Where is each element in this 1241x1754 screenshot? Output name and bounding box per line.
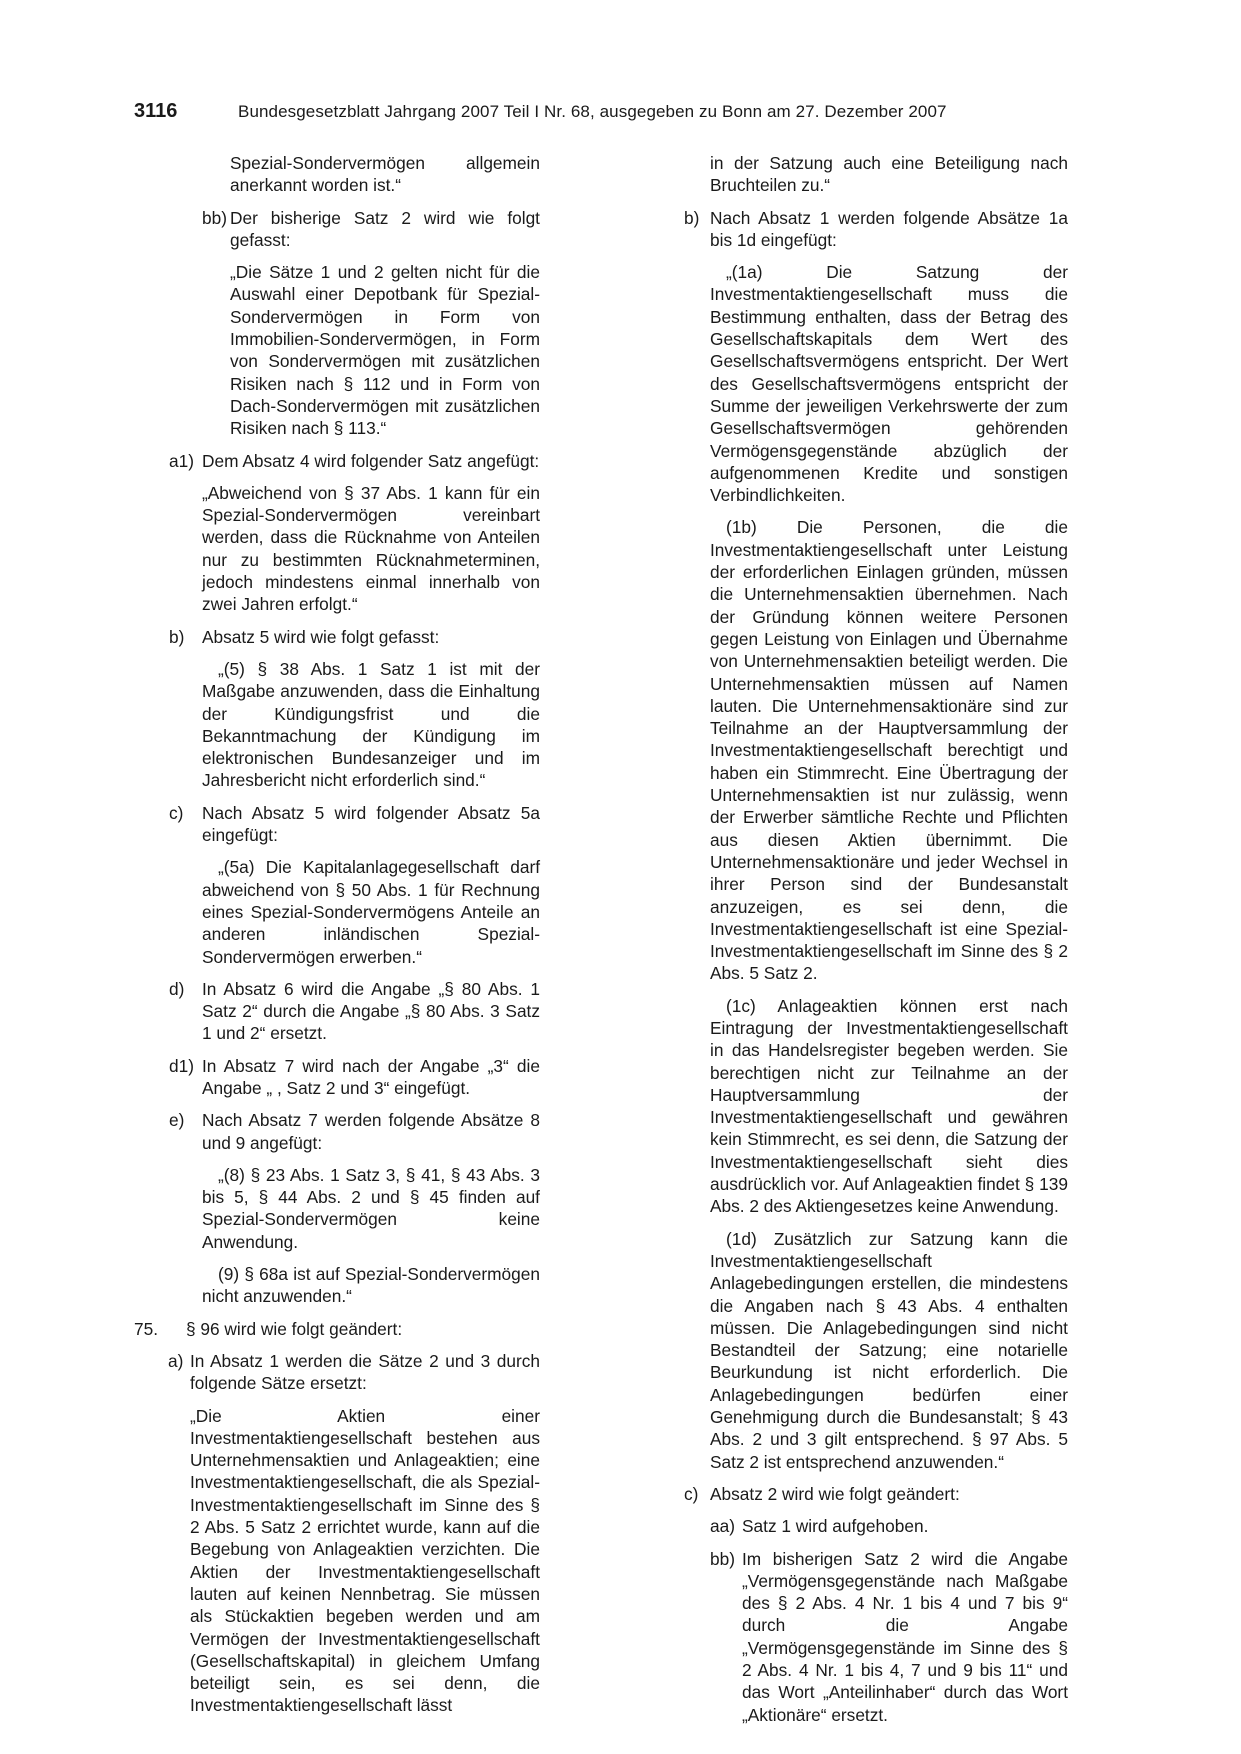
item-text: Satz 1 wird aufgehoben. — [742, 1516, 929, 1537]
running-head: Bundesgesetzblatt Jahrgang 2007 Teil I Nr. 68, ausgegeben zu Bonn am 27. Dezember 2007 — [238, 102, 947, 121]
quote-text: (9) § 68a ist auf Spezial-Sondervermögen nicht anzuwenden.“ — [202, 1264, 540, 1307]
item-text: Nach Absatz 7 werden folgende Absätze 8 und 9 angefügt: — [202, 1110, 540, 1153]
item-marker: b) — [684, 207, 700, 228]
item-d1 — [134, 1055, 540, 1100]
item-bb — [680, 1548, 1068, 1726]
item-marker: c) — [169, 802, 184, 823]
item-marker: 75. — [134, 1318, 159, 1339]
left-column — [134, 152, 616, 1727]
item-marker: e) — [169, 1110, 185, 1131]
item-marker: bb) — [202, 207, 227, 228]
item-a1 — [134, 450, 540, 616]
quote-text: „(5) § 38 Abs. 1 Satz 1 ist mit der Maßgabe anzuwenden, dass die Einhaltung der Kündigungsfrist und die Bekanntmachung der Kündigung im elektronischen Bundesanzeiger und im Jahresbericht nicht erforderlich sind.“ — [202, 658, 540, 791]
item-marker: a) — [168, 1350, 184, 1371]
quote-text: „(8) § 23 Abs. 1 Satz 3, § 41, § 43 Abs. 3 bis 5, § 44 Abs. 2 und § 45 finden auf Spezial-Sondervermögen keine Anwendung. — [202, 1164, 540, 1252]
item-marker: d1) — [169, 1055, 194, 1076]
page-number: 3116 — [134, 100, 178, 122]
item-e — [134, 1109, 540, 1307]
item-bb — [134, 207, 540, 440]
quote-text: „Die Sätze 1 und 2 gelten nicht für die Auswahl einer Depotbank für Spezial-Sondervermögen in Form von Immobilien-Sondervermögen, in Form von Sondervermögen mit zusätzlichen Risiken nach § 112 und in Form von Dach-Sondervermögen mit zusätzlichen Risiken nach § 113.“ — [230, 262, 540, 439]
item-marker: b) — [169, 626, 185, 647]
item-marker: aa) — [710, 1516, 735, 1537]
item-text: Dem Absatz 4 wird folgender Satz angefügt: — [202, 450, 540, 471]
item-marker: bb) — [710, 1548, 735, 1569]
item-b — [134, 626, 540, 792]
quote-text-1d: (1d) Zusätzlich zur Satzung kann die Investmentaktiengesellschaft Anlagebedingungen erstellen, die mindestens die Angaben nach § 43 Abs. 4 enthalten müssen. Die Anlagebedingungen sind nicht Bestandteil der Satzung; eine notarielle Beurkundung ist nicht erforderlich. Die Anlagebedingungen bedürfen einer Genehmigung durch die Bundesanstalt; § 43 Abs. 2 und 3 gilt entsprechend. § 97 Abs. 5 Satz 2 ist entsprechend anzuwenden.“ — [710, 1228, 1068, 1472]
right-column — [680, 152, 1100, 1736]
item-d — [134, 978, 540, 1045]
item-text: Der bisherige Satz 2 wird wie folgt gefasst: — [230, 207, 540, 250]
quote-text-1a: „(1a) Die Satzung der Investmentaktiengesellschaft muss die Bestimmung enthalten, dass der Betrag des Gesellschaftskapitals dem Wert des Gesellschaftsvermögens entspricht. Der Wert des Gesellschaftsvermögens entspricht der Summe der jeweiligen Verkehrswerte der zum Gesellschaftsvermögen gehörenden Vermögensgegenstände abzüglich der aufgenommenen Kredite und sonstigen Verbindlichkeiten. — [710, 262, 1068, 506]
item-text: Nach Absatz 1 werden folgende Absätze 1a bis 1d eingefügt: — [710, 207, 1068, 250]
item-marker: a1) — [169, 450, 194, 471]
continued-quote — [680, 152, 1068, 197]
item-marker: c) — [684, 1483, 699, 1504]
item-75 — [134, 1318, 540, 1340]
item-text: In Absatz 1 werden die Sätze 2 und 3 durch folgende Sätze ersetzt: — [190, 1350, 540, 1394]
continued-quote-text: Spezial-Sondervermögen allgemein anerkannt worden ist.“ — [230, 153, 540, 196]
item-text: Nach Absatz 5 wird folgender Absatz 5a eingefügt: — [202, 802, 540, 846]
quote-text: „Abweichend von § 37 Abs. 1 kann für ein Spezial-Sondervermögen vereinbart werden, dass die Rücknahme von Anteilen nur zu bestimmten Rücknahmeterminen, jedoch mindestens einmal innerhalb von zwei Jahren erfolgt.“ — [202, 482, 540, 615]
quote-text: „Die Aktien einer Investmentaktiengesellschaft bestehen aus Unternehmensaktien und Anlageaktien; eine Investmentaktiengesellschaft, die als Spezial-Investmentaktiengesellschaft im Sinne des § 2 Abs. 5 Satz 2 errichtet wurde, kann auf die Begebung von Anlageaktien verzichten. Die Aktien der Investmentaktiengesellschaft lauten auf keinen Nennbetrag. Sie müssen als Stückaktien begeben werden und am Vermögen der Investmentaktiengesellschaft (Gesellschaftskapital) in gleichem Umfang beteiligt sein, es sei denn, die Investmentaktiengesellschaft lässt — [190, 1405, 540, 1716]
quote-text: „(5a) Die Kapitalanlagegesellschaft darf abweichend von § 50 Abs. 1 für Rechnung eines Spezial-Sondervermögens Anteile an anderen inländischen Spezial-Sondervermögen erwerben.“ — [202, 857, 540, 967]
item-c — [134, 802, 540, 968]
item-text: § 96 wird wie folgt geändert: — [186, 1318, 403, 1339]
quote-text-1c: (1c) Anlageaktien können erst nach Eintragung der Investmentaktiengesellschaft in das Handelsregister begeben werden. Sie berechtigen nicht zur Teilnahme an der Hauptversammlung der Investmentaktiengesellschaft und gewähren kein Stimmrecht, es sei denn, die Satzung der Investmentaktiengesellschaft sieht dies ausdrücklich vor. Auf Anlageaktien findet § 139 Abs. 2 des Aktiengesetzes keine Anwendung. — [710, 995, 1068, 1217]
item-aa — [680, 1515, 1068, 1537]
quote-text-1b: (1b) Die Personen, die die Investmentaktiengesellschaft unter Leistung der erforderlichen Einlagen gründen, müssen die Unternehmensaktien übernehmen. Nach der Gründung können weitere Personen gegen Leistung von Einlagen und Übernahme von Unternehmensaktien beteiligt werden. Die Unternehmensaktien müssen auf Namen lauten. Die Unternehmensaktionäre sind zur Teilnahme an der Hauptversammlung der Investmentaktiengesellschaft berechtigt und haben ein Stimmrecht. Eine Übertragung der Unternehmensaktien ist nur zulässig, wenn der Erwerber sämtliche Rechte und Pflichten aus diesen Aktien übernimmt. Die Unternehmensaktionäre und jeder Wechsel in ihrer Person sind der Bundesanstalt anzuzeigen, es sei denn, die Investmentaktiengesellschaft ist eine Spezial-Investmentaktiengesellschaft im Sinne des § 2 Abs. 5 Satz 2. — [710, 517, 1068, 984]
item-text: Absatz 5 wird wie folgt gefasst: — [202, 626, 440, 647]
item-marker: d) — [169, 978, 185, 999]
item-c — [680, 1483, 1068, 1505]
continued-quote-text: in der Satzung auch eine Beteiligung nach Bruchteilen zu.“ — [710, 153, 1068, 196]
continued-quote — [134, 152, 540, 197]
item-text: In Absatz 7 wird nach der Angabe „3“ die Angabe „ , Satz 2 und 3“ eingefügt. — [202, 1055, 540, 1098]
page-header — [134, 100, 1114, 126]
item-b — [680, 207, 1068, 1473]
item-text: Im bisherigen Satz 2 wird die Angabe „Vermögensgegenstände nach Maßgabe des § 2 Abs. 4 Nr. 1 bis 4 und 7 bis 9“ durch die Angabe „Vermögensgegenstände im Sinne des § 2 Abs. 4 Nr. 1 bis 4, 7 und 9 bis 11“ und das Wort „Anteilinhaber“ durch das Wort „Aktionäre“ ersetzt. — [742, 1548, 1068, 1725]
item-75a — [134, 1350, 540, 1717]
item-text: In Absatz 6 wird die Angabe „§ 80 Abs. 1 Satz 2“ durch die Angabe „§ 80 Abs. 3 Satz 1 und 2“ ersetzt. — [202, 978, 540, 1044]
item-text: Absatz 2 wird wie folgt geändert: — [710, 1483, 960, 1504]
